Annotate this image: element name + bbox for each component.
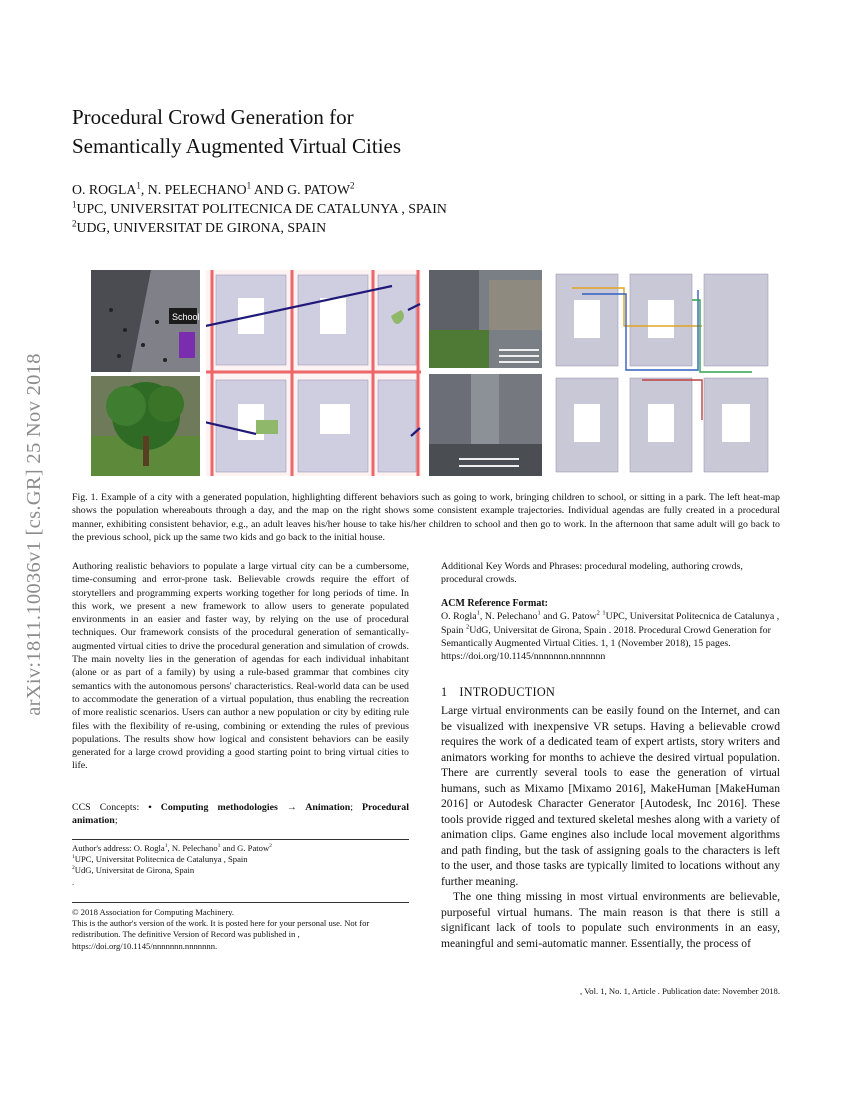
ccs-concepts: CCS Concepts: • Computing methodologies → Animation; Procedural animation; (72, 802, 409, 827)
school-sign: School (172, 312, 200, 322)
author-block (72, 180, 632, 237)
acm-reference-title: ACM Reference Format: (441, 598, 548, 609)
intro-paragraph-1: Large virtual environments can be easily found on the Internet, and can be visualized with inexpensive VR setups. Having a believable crowd requires the work of a dedicated team of expert artists, story writers and animators working for months to achieve the desired virtual population. There are currently several tools to ease the generation of virtual humans, such as Mixamo [Mixamo 2016], MakeHuman [MakeHuman 2016] or Autodesk Character Generator [Autodesk, Inc 2016]. These tools provide rigged and textured skeletal meshes along with a variety of animation clips. Game engines also include local movement algorithms and path finding, but the task of assigning goals to the characters is left to the user, and those tasks are typically limited to locations without any further meaning. (441, 704, 780, 888)
affiliation-2: $^2$UDG, UNIVERSITAT DE GIRONA, SPAIN (72, 218, 327, 235)
arxiv-stamp (14, 289, 54, 779)
figure-caption: Fig. 1. Example of a city with a generated population, highlighting different behaviors such as going to work, bringing children to school, or sitting in a park. The left heat-map shows the population whereabouts through a day, and the map on the right shows some consistent example trajectories. Individual agendas are fully created in a procedural manner, exhibiting consistent behavior, e.g., an adult leaves his/her house to take his/her children to school and then go to work. In the afternoon that same adult will go back to the previous school, pick up the same two kids and go back to the initial house. (72, 492, 780, 544)
arxiv-stamp-text: arXiv:1811.10036v1 [cs.GR] 25 Nov 2018 (22, 352, 45, 716)
copyright-text: This is the author's version of the work. It is posted here for your personal use. Not for redistribution. The definitive Version of Record was published in , https://doi.org/10.1145/nnnnnnn.nnnnnnn. (72, 918, 370, 951)
street-render-image-1 (429, 270, 542, 368)
heat-map-image (206, 270, 421, 476)
keywords: Additional Key Words and Phrases: procedural modeling, authoring crowds, procedural crowds. (441, 561, 743, 586)
paper-title (72, 103, 632, 161)
author-address: Author's address: O. Rogla$^1$, N. Pelechano$^1$ and G. Patow$^2$ $^1$UPC, Universitat Politecnica de Catalunya , Spain $^2$UdG, Universitat de Girona, Spain . (72, 843, 272, 887)
affiliation-1: $^1$UPC, UNIVERSITAT POLITECNICA DE CATALUNYA , SPAIN (72, 199, 447, 216)
introduction-body (441, 703, 780, 951)
figure-1 (91, 270, 772, 476)
acm-reference-body: O. Rogla$^1$, N. Pelechano$^1$ and G. Patow$^2$ $^1$UPC, Universitat Politecnica de Catalunya , Spain $^2$UdG, Universitat de Girona, Spain . 2018. Procedural Crowd Generation for Semantically Augmented Virtual Cities. 1, 1 (November 2018), 15 pages. https://doi.org/10.1145/nnnnnnn.nnnnnnn (441, 610, 780, 663)
copyright-line: © 2018 Association for Computing Machinery. (72, 907, 235, 917)
footnote-rule (72, 839, 409, 840)
acm-reference (441, 597, 780, 663)
abstract (72, 560, 409, 773)
intro-paragraph-2: The one thing missing in most virtual environments are believable, purposeful virtual humans. The main reason is that there is still a significant lack of tools to populate such environments in an easy, meaningful and semi-automatic manner. Essentially, the process of (441, 890, 780, 950)
abstract-text: Authoring realistic behaviors to populate a large virtual city can be a cumbersome, time-consuming and error-prone task. Believable crowds require the effort of storytellers and programming experts working together for long periods of time. In this work, we present a new framework to allow users to generate populated environments in an easier and faster way, by relying on the use of procedural techniques. Our framework consists of the procedural generation of semantically-augmented virtual cities to drive the procedural generation and simulation of crowds. The main novelty lies in the generation of agendas for each individual inhabitant (alone or as part of a family) by using a rule-based grammar that combines city semantics with the autonomous persons' characteristics. Real-world data can be used to accommodate the generation of a virtual population, thus enabling the recreation of more realistic scenarios. Users can author a new population or city by editing rule files with the flexibility of re-using, combining or extending the rules of previous populations. The results show how logical and consistent behaviors can be easily generated for a large crowd providing a good starting point to bring virtual cities to life. (72, 561, 409, 772)
section-heading-introduction: 1 INTRODUCTION (441, 685, 556, 699)
copyright-rule (72, 902, 409, 903)
park-render-image (91, 376, 200, 476)
street-render-image-2 (429, 374, 542, 476)
author-names: O. ROGLA$^1$, N. PELECHANO$^1$ AND G. PATOW$^2$ (72, 180, 355, 197)
title-line-2: Semantically Augmented Virtual Cities (72, 134, 402, 158)
trajectory-map-image (552, 270, 772, 476)
copyright (72, 907, 409, 952)
school-render-image (91, 270, 200, 372)
title-line-1: Procedural Crowd Generation for (72, 105, 354, 129)
page-footer: , Vol. 1, No. 1, Article . Publication date: November 2018. (580, 986, 780, 996)
